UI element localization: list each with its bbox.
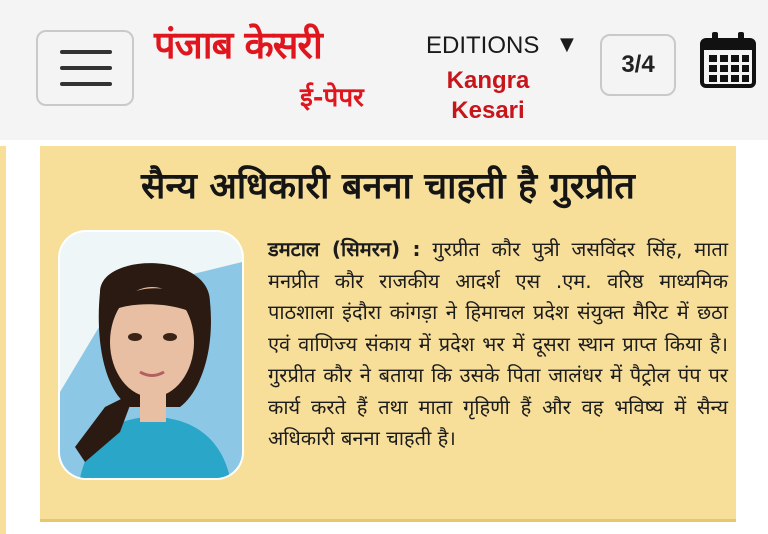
article-byline: डमटाल (सिमरन) : <box>268 237 421 261</box>
brand-logo-subtitle: ई-पेपर <box>300 83 364 113</box>
article-body-text: गुरप्रीत कौर पुत्री जसविंदर सिंह, माता मनप्रीत कौर राजकीय आदर्श एस .एम. वरिष्ठ माध्यमिक पाठशाला इंदौरा कांगड़ा ने हिमाचल प्रदेश संयुक्त मैरिट में छठा एवं वाणिज्य संकाय में प्रदेश भर में दूसरा स्थान प्राप्त किया है। गुरप्रीत कौर ने बताया कि उसके पिता जालंधर में पैट्रोल पंप पर कार्य करते हैं तथा माता गृहिणी हैं और वह भविष्य में सैन्य अधिकारी बनना चाहती है। <box>268 237 729 450</box>
chevron-down-icon[interactable]: ▼ <box>560 34 574 55</box>
article-photo <box>60 232 242 478</box>
selected-edition[interactable]: Kangra Kesari <box>446 67 530 124</box>
menu-button[interactable] <box>36 30 134 106</box>
brand-logo[interactable]: पंजाब केसरी <box>154 22 322 67</box>
page-indicator-button[interactable]: 3/4 <box>600 34 676 96</box>
adjacent-article-edge <box>0 146 6 534</box>
calendar-icon[interactable] <box>700 30 756 90</box>
article-headline: सैन्य अधिकारी बनना चाहती है गुरप्रीत <box>141 166 635 207</box>
editions-dropdown[interactable]: EDITIONS <box>426 32 540 59</box>
article-body <box>268 234 728 455</box>
app-header <box>0 0 768 140</box>
article-divider <box>40 519 736 522</box>
